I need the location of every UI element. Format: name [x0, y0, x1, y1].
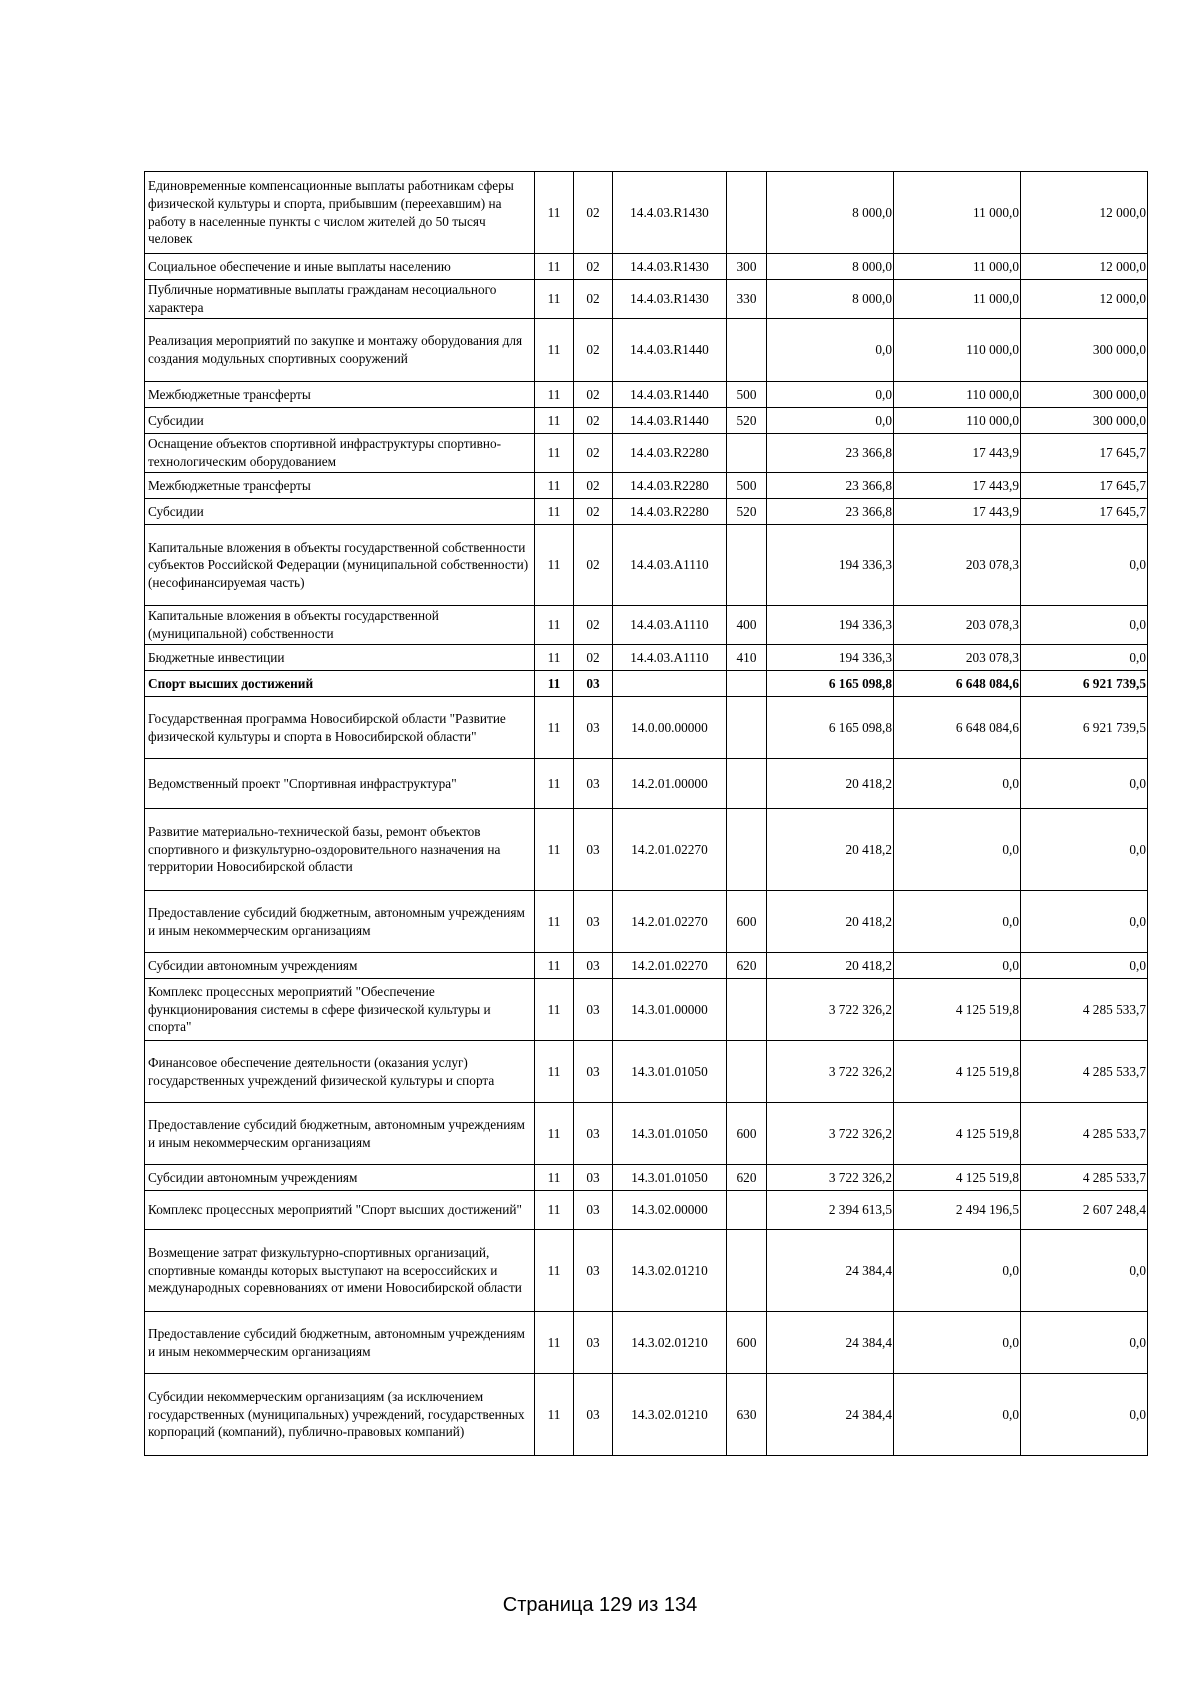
subsection-code: 03: [574, 671, 613, 697]
amount-year-2: 203 078,3: [894, 606, 1021, 645]
item-name: Межбюджетные трансферты: [145, 382, 535, 408]
table-row: [145, 499, 1148, 525]
item-name: Финансовое обеспечение деятельности (оказания услуг) государственных учреждений физической культуры и спорта: [145, 1041, 535, 1103]
amount-year-2: 11 000,0: [894, 172, 1021, 254]
expense-type-code: [727, 979, 767, 1041]
amount-year-2: 6 648 084,6: [894, 671, 1021, 697]
section-code: 11: [535, 1312, 574, 1374]
item-name: Спорт высших достижений: [145, 671, 535, 697]
table-row: [145, 1103, 1148, 1165]
amount-year-1: 24 384,4: [767, 1374, 894, 1456]
item-name: Комплекс процессных мероприятий "Обеспечение функционирования системы в сфере физической культуры и спорта": [145, 979, 535, 1041]
table-row: [145, 473, 1148, 499]
item-name: Субсидии некоммерческим организациям (за исключением государственных (муниципальных) учреждений, государственных корпораций (компаний), публично-правовых компаний): [145, 1374, 535, 1456]
amount-year-3: 17 645,7: [1021, 434, 1148, 473]
target-article-code: 14.2.01.02270: [613, 891, 727, 953]
amount-year-1: 0,0: [767, 408, 894, 434]
subsection-code: 03: [574, 891, 613, 953]
expense-type-code: [727, 1191, 767, 1230]
amount-year-1: 6 165 098,8: [767, 697, 894, 759]
subsection-code: 02: [574, 645, 613, 671]
amount-year-3: 0,0: [1021, 1312, 1148, 1374]
table-row: [145, 382, 1148, 408]
amount-year-3: 0,0: [1021, 953, 1148, 979]
item-name: Субсидии: [145, 408, 535, 434]
table-row: [145, 1374, 1148, 1456]
amount-year-2: 4 125 519,8: [894, 1103, 1021, 1165]
item-name: Ведомственный проект "Спортивная инфраструктура": [145, 759, 535, 809]
target-article-code: 14.3.01.01050: [613, 1165, 727, 1191]
item-name: Субсидии: [145, 499, 535, 525]
subsection-code: 03: [574, 1103, 613, 1165]
section-code: 11: [535, 979, 574, 1041]
amount-year-2: 110 000,0: [894, 408, 1021, 434]
target-article-code: 14.3.02.01210: [613, 1374, 727, 1456]
item-name: Субсидии автономным учреждениям: [145, 1165, 535, 1191]
amount-year-2: 17 443,9: [894, 499, 1021, 525]
target-article-code: 14.4.03.R2280: [613, 499, 727, 525]
table-body: [145, 172, 1148, 1456]
amount-year-1: 20 418,2: [767, 891, 894, 953]
target-article-code: 14.4.03.R1440: [613, 382, 727, 408]
expense-type-code: 500: [727, 473, 767, 499]
subsection-code: 02: [574, 606, 613, 645]
page-number: Страница 129 из 134: [502, 1594, 698, 1616]
amount-year-1: 20 418,2: [767, 953, 894, 979]
table-row: [145, 1165, 1148, 1191]
section-code: 11: [535, 1041, 574, 1103]
item-name: Возмещение затрат физкультурно-спортивных организаций, спортивные команды которых выступают на всероссийских и международных соревнованиях от имени Новосибирской области: [145, 1230, 535, 1312]
item-name: Социальное обеспечение и иные выплаты населению: [145, 254, 535, 280]
amount-year-3: 12 000,0: [1021, 280, 1148, 319]
section-code: 11: [535, 499, 574, 525]
subsection-code: 02: [574, 254, 613, 280]
item-name: Реализация мероприятий по закупке и монтажу оборудования для создания модульных спортивных сооружений: [145, 319, 535, 382]
table-row: [145, 280, 1148, 319]
amount-year-3: 0,0: [1021, 606, 1148, 645]
table-row: [145, 172, 1148, 254]
amount-year-2: 203 078,3: [894, 645, 1021, 671]
target-article-code: 14.4.03.R1430: [613, 280, 727, 319]
target-article-code: [613, 671, 727, 697]
expense-type-code: 330: [727, 280, 767, 319]
subsection-code: 02: [574, 280, 613, 319]
section-code: 11: [535, 1103, 574, 1165]
amount-year-3: 4 285 533,7: [1021, 1103, 1148, 1165]
amount-year-3: 300 000,0: [1021, 382, 1148, 408]
amount-year-2: 0,0: [894, 953, 1021, 979]
amount-year-1: 194 336,3: [767, 525, 894, 606]
subsection-code: 03: [574, 697, 613, 759]
item-name: Предоставление субсидий бюджетным, автономным учреждениям и иным некоммерческим организациям: [145, 891, 535, 953]
table-row: [145, 434, 1148, 473]
amount-year-2: 0,0: [894, 759, 1021, 809]
target-article-code: 14.3.01.01050: [613, 1103, 727, 1165]
table-row: [145, 606, 1148, 645]
target-article-code: 14.4.03.R1440: [613, 319, 727, 382]
amount-year-3: 0,0: [1021, 645, 1148, 671]
item-name: Межбюджетные трансферты: [145, 473, 535, 499]
amount-year-1: 8 000,0: [767, 172, 894, 254]
item-name: Развитие материально-технической базы, ремонт объектов спортивного и физкультурно-оздоровительного назначения на территории Новосибирской области: [145, 809, 535, 891]
section-code: 11: [535, 759, 574, 809]
amount-year-1: 23 366,8: [767, 473, 894, 499]
amount-year-2: 11 000,0: [894, 280, 1021, 319]
section-code: 11: [535, 473, 574, 499]
target-article-code: 14.2.01.02270: [613, 809, 727, 891]
amount-year-2: 4 125 519,8: [894, 1041, 1021, 1103]
subsection-code: 02: [574, 408, 613, 434]
amount-year-2: 0,0: [894, 1230, 1021, 1312]
expense-type-code: 520: [727, 499, 767, 525]
table-row: [145, 408, 1148, 434]
subsection-code: 02: [574, 172, 613, 254]
amount-year-2: 0,0: [894, 1374, 1021, 1456]
amount-year-2: 2 494 196,5: [894, 1191, 1021, 1230]
table-row: [145, 671, 1148, 697]
amount-year-3: 0,0: [1021, 525, 1148, 606]
target-article-code: 14.2.01.00000: [613, 759, 727, 809]
amount-year-1: 0,0: [767, 319, 894, 382]
target-article-code: 14.4.03.A1110: [613, 525, 727, 606]
amount-year-3: 0,0: [1021, 891, 1148, 953]
expense-type-code: 300: [727, 254, 767, 280]
expense-type-code: 600: [727, 1312, 767, 1374]
target-article-code: 14.4.03.R2280: [613, 473, 727, 499]
amount-year-1: 3 722 326,2: [767, 979, 894, 1041]
subsection-code: 02: [574, 319, 613, 382]
target-article-code: 14.3.02.01210: [613, 1230, 727, 1312]
expense-type-code: [727, 319, 767, 382]
table-row: [145, 891, 1148, 953]
target-article-code: 14.3.02.01210: [613, 1312, 727, 1374]
target-article-code: 14.4.03.R1430: [613, 254, 727, 280]
expense-type-code: [727, 434, 767, 473]
table-row: [145, 1230, 1148, 1312]
amount-year-2: 4 125 519,8: [894, 979, 1021, 1041]
expense-type-code: [727, 1230, 767, 1312]
amount-year-1: 23 366,8: [767, 499, 894, 525]
amount-year-3: 6 921 739,5: [1021, 697, 1148, 759]
item-name: Публичные нормативные выплаты гражданам несоциального характера: [145, 280, 535, 319]
amount-year-3: 17 645,7: [1021, 499, 1148, 525]
section-code: 11: [535, 953, 574, 979]
item-name: Бюджетные инвестиции: [145, 645, 535, 671]
amount-year-1: 23 366,8: [767, 434, 894, 473]
subsection-code: 03: [574, 809, 613, 891]
subsection-code: 03: [574, 979, 613, 1041]
item-name: Капитальные вложения в объекты государственной (муниципальной) собственности: [145, 606, 535, 645]
expense-type-code: [727, 525, 767, 606]
subsection-code: 03: [574, 1312, 613, 1374]
target-article-code: 14.4.03.R1440: [613, 408, 727, 434]
table-row: [145, 645, 1148, 671]
budget-table: [144, 171, 1148, 1456]
amount-year-2: 17 443,9: [894, 434, 1021, 473]
amount-year-1: 3 722 326,2: [767, 1041, 894, 1103]
subsection-code: 02: [574, 473, 613, 499]
item-name: Комплекс процессных мероприятий "Спорт высших достижений": [145, 1191, 535, 1230]
subsection-code: 03: [574, 1374, 613, 1456]
expense-type-code: [727, 1041, 767, 1103]
amount-year-1: 194 336,3: [767, 606, 894, 645]
section-code: 11: [535, 408, 574, 434]
table-row: [145, 809, 1148, 891]
target-article-code: 14.4.03.R2280: [613, 434, 727, 473]
amount-year-1: 0,0: [767, 382, 894, 408]
amount-year-3: 0,0: [1021, 1374, 1148, 1456]
amount-year-1: 6 165 098,8: [767, 671, 894, 697]
amount-year-3: 4 285 533,7: [1021, 1041, 1148, 1103]
amount-year-2: 0,0: [894, 1312, 1021, 1374]
table-row: [145, 525, 1148, 606]
amount-year-3: 4 285 533,7: [1021, 1165, 1148, 1191]
section-code: 11: [535, 697, 574, 759]
amount-year-3: 17 645,7: [1021, 473, 1148, 499]
item-name: Предоставление субсидий бюджетным, автономным учреждениям и иным некоммерческим организациям: [145, 1103, 535, 1165]
section-code: 11: [535, 382, 574, 408]
amount-year-2: 203 078,3: [894, 525, 1021, 606]
section-code: 11: [535, 1230, 574, 1312]
section-code: 11: [535, 254, 574, 280]
target-article-code: 14.3.01.01050: [613, 1041, 727, 1103]
amount-year-2: 110 000,0: [894, 319, 1021, 382]
expense-type-code: [727, 697, 767, 759]
expense-type-code: 600: [727, 1103, 767, 1165]
expense-type-code: [727, 671, 767, 697]
section-code: 11: [535, 525, 574, 606]
target-article-code: 14.2.01.02270: [613, 953, 727, 979]
expense-type-code: 620: [727, 953, 767, 979]
expense-type-code: 620: [727, 1165, 767, 1191]
amount-year-3: 0,0: [1021, 1230, 1148, 1312]
section-code: 11: [535, 319, 574, 382]
amount-year-2: 11 000,0: [894, 254, 1021, 280]
item-name: Государственная программа Новосибирской области "Развитие физической культуры и спорта в Новосибирской области": [145, 697, 535, 759]
section-code: 11: [535, 280, 574, 319]
amount-year-3: 2 607 248,4: [1021, 1191, 1148, 1230]
table-row: [145, 697, 1148, 759]
amount-year-3: 0,0: [1021, 759, 1148, 809]
section-code: 11: [535, 671, 574, 697]
amount-year-2: 110 000,0: [894, 382, 1021, 408]
amount-year-1: 20 418,2: [767, 759, 894, 809]
amount-year-2: 4 125 519,8: [894, 1165, 1021, 1191]
amount-year-1: 20 418,2: [767, 809, 894, 891]
table-row: [145, 1041, 1148, 1103]
amount-year-3: 4 285 533,7: [1021, 979, 1148, 1041]
item-name: Единовременные компенсационные выплаты работникам сферы физической культуры и спорта, прибывшим (переехавшим) на работу в населенные пункты с числом жителей до 50 тысяч человек: [145, 172, 535, 254]
expense-type-code: [727, 809, 767, 891]
target-article-code: 14.4.03.R1430: [613, 172, 727, 254]
amount-year-3: 300 000,0: [1021, 408, 1148, 434]
item-name: Предоставление субсидий бюджетным, автономным учреждениям и иным некоммерческим организациям: [145, 1312, 535, 1374]
subsection-code: 03: [574, 1230, 613, 1312]
item-name: Субсидии автономным учреждениям: [145, 953, 535, 979]
amount-year-1: 194 336,3: [767, 645, 894, 671]
subsection-code: 02: [574, 382, 613, 408]
section-code: 11: [535, 1191, 574, 1230]
expense-type-code: 600: [727, 891, 767, 953]
table-row: [145, 319, 1148, 382]
section-code: 11: [535, 1165, 574, 1191]
section-code: 11: [535, 172, 574, 254]
subsection-code: 03: [574, 1041, 613, 1103]
target-article-code: 14.0.00.00000: [613, 697, 727, 759]
amount-year-3: 0,0: [1021, 809, 1148, 891]
amount-year-2: 6 648 084,6: [894, 697, 1021, 759]
subsection-code: 03: [574, 953, 613, 979]
subsection-code: 03: [574, 1165, 613, 1191]
table-row: [145, 979, 1148, 1041]
item-name: Капитальные вложения в объекты государственной собственности субъектов Российской Федерации (муниципальной собственности) (несофинансируемая часть): [145, 525, 535, 606]
table-row: [145, 953, 1148, 979]
expense-type-code: 410: [727, 645, 767, 671]
expense-type-code: [727, 172, 767, 254]
amount-year-2: 17 443,9: [894, 473, 1021, 499]
amount-year-1: 3 722 326,2: [767, 1103, 894, 1165]
amount-year-1: 8 000,0: [767, 280, 894, 319]
amount-year-2: 0,0: [894, 891, 1021, 953]
amount-year-1: 24 384,4: [767, 1230, 894, 1312]
subsection-code: 02: [574, 499, 613, 525]
amount-year-3: 12 000,0: [1021, 254, 1148, 280]
subsection-code: 02: [574, 434, 613, 473]
section-code: 11: [535, 891, 574, 953]
amount-year-3: 12 000,0: [1021, 172, 1148, 254]
amount-year-3: 6 921 739,5: [1021, 671, 1148, 697]
section-code: 11: [535, 606, 574, 645]
table-row: [145, 759, 1148, 809]
table-row: [145, 1312, 1148, 1374]
section-code: 11: [535, 434, 574, 473]
expense-type-code: 630: [727, 1374, 767, 1456]
expense-type-code: [727, 759, 767, 809]
subsection-code: 02: [574, 525, 613, 606]
item-name: Оснащение объектов спортивной инфраструктуры спортивно-технологическим оборудованием: [145, 434, 535, 473]
amount-year-1: 2 394 613,5: [767, 1191, 894, 1230]
amount-year-1: 3 722 326,2: [767, 1165, 894, 1191]
section-code: 11: [535, 1374, 574, 1456]
amount-year-3: 300 000,0: [1021, 319, 1148, 382]
expense-type-code: 520: [727, 408, 767, 434]
subsection-code: 03: [574, 1191, 613, 1230]
expense-type-code: 400: [727, 606, 767, 645]
target-article-code: 14.4.03.A1110: [613, 606, 727, 645]
target-article-code: 14.3.02.00000: [613, 1191, 727, 1230]
section-code: 11: [535, 809, 574, 891]
amount-year-1: 24 384,4: [767, 1312, 894, 1374]
amount-year-2: 0,0: [894, 809, 1021, 891]
amount-year-1: 8 000,0: [767, 254, 894, 280]
table-row: [145, 254, 1148, 280]
target-article-code: 14.4.03.A1110: [613, 645, 727, 671]
expense-type-code: 500: [727, 382, 767, 408]
section-code: 11: [535, 645, 574, 671]
table-row: [145, 1191, 1148, 1230]
subsection-code: 03: [574, 759, 613, 809]
target-article-code: 14.3.01.00000: [613, 979, 727, 1041]
